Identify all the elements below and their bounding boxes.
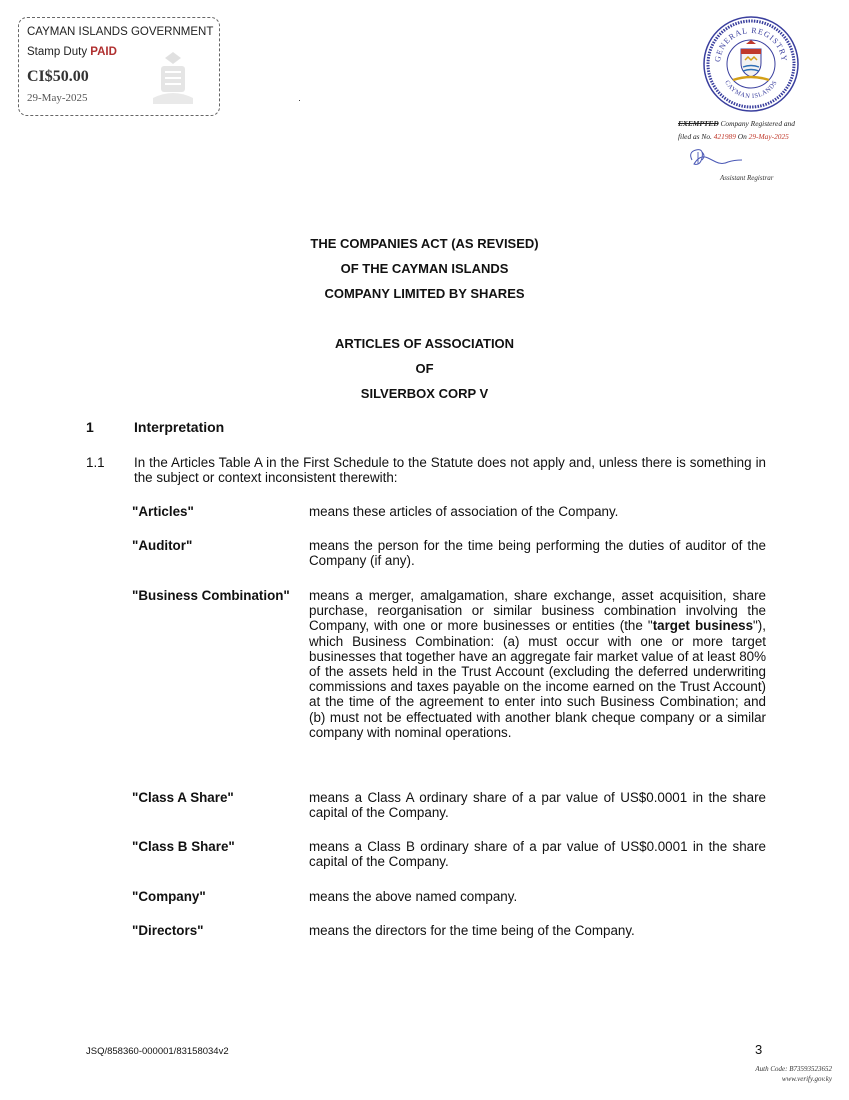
registry-filing-note [678, 117, 828, 143]
seal-text-bottom: CAYMAN ISLANDS [723, 79, 779, 101]
definition-text-business-combination [309, 588, 766, 740]
act-title: THE COMPANIES ACT (AS REVISED) [310, 236, 539, 251]
general-registry-seal-icon [702, 15, 800, 113]
section-number: 1 [86, 419, 94, 435]
company-name-title: SILVERBOX CORP V [360, 386, 489, 401]
speck [299, 100, 300, 101]
seal-text-top: GENERAL REGISTRY [712, 25, 790, 63]
page-number: 3 [755, 1042, 763, 1057]
stamp-paid: PAID [90, 46, 117, 58]
registry-filed-label: filed as No. [678, 132, 714, 141]
definition-term-class-b-share: "Class B Share" [132, 839, 235, 854]
auth-code: Auth Code: B73593523652 [755, 1065, 832, 1073]
of-title: OF [415, 361, 434, 376]
stamp-duty-line [27, 46, 117, 58]
paragraph-text: In the Articles Table A in the First Schedule to the Statute does not apply and, unless there is something in the subject or context inconsistent therewith: [134, 455, 766, 485]
business-combination-text-start: means a merger, amalgamation, share exchange, asset acquisition, share purchase, reorganisation or similar business combination involving the Company, with one or more businesses or entities (the " [309, 588, 766, 634]
definition-text-class-b-share: means a Class B ordinary share of a par value of US$0.0001 in the share capital of the Company. [309, 839, 766, 870]
definition-term-company: "Company" [132, 889, 206, 904]
svg-text:CAYMAN ISLANDS [723, 79, 779, 100]
section-title: Interpretation [134, 419, 225, 435]
definition-term-business-combination: "Business Combination" [132, 588, 290, 603]
definition-text-directors: means the directors for the time being of the Company. [309, 923, 635, 938]
registry-line-1-text: Company Registered and [718, 119, 795, 128]
definition-term-articles: "Articles" [132, 504, 194, 519]
stamp-duty-box [18, 17, 220, 116]
stamp-government: CAYMAN ISLANDS GOVERNMENT [27, 26, 214, 38]
stamp-date: 29-May-2025 [27, 92, 88, 104]
stamp-amount: CI$50.00 [27, 68, 89, 85]
definition-text-articles: means these articles of association of the Company. [309, 504, 619, 519]
document-reference: JSQ/858360-000001/83158034v2 [86, 1046, 229, 1057]
definition-term-directors: "Directors" [132, 923, 204, 938]
definition-text-company: means the above named company. [309, 889, 518, 904]
registry-on-label: On [735, 132, 749, 141]
auth-code-block [700, 1064, 832, 1084]
articles-title: ARTICLES OF ASSOCIATION [334, 336, 515, 351]
definition-term-auditor: "Auditor" [132, 538, 193, 553]
target-business-term: target business [652, 618, 754, 634]
registry-line-2 [678, 130, 828, 143]
registry-line-1 [678, 117, 828, 130]
business-combination-text-end: "), which Business Combination: (a) must occur with one or more target businesses that together have an aggregate fair market value of at least 80% of the assets held in the Trust Account (excluding the deferred underwriting commissions and taxes payable on the income earned on the Trust Account) at the time of the agreement to enter into such Business Combination; and (b) must not be effectuated with another blank cheque company or a similar company with nominal operations. [309, 618, 766, 740]
registry-date: 29-May-2025 [748, 132, 789, 141]
definition-text-auditor: means the person for the time being performing the duties of auditor of the Company (if any). [309, 538, 766, 569]
stamp-duty-label: Stamp Duty [27, 46, 91, 58]
jurisdiction-title: OF THE CAYMAN ISLANDS [340, 261, 509, 276]
coat-of-arms-icon [143, 48, 203, 110]
paragraph-number: 1.1 [86, 455, 105, 470]
verify-url: www.verify.gov.ky [781, 1075, 832, 1083]
company-type-title: COMPANY LIMITED BY SHARES [324, 286, 525, 301]
definition-term-class-a-share: "Class A Share" [132, 790, 234, 805]
registrar-signature [686, 146, 756, 170]
definition-text-class-a-share: means a Class A ordinary share of a par value of US$0.0001 in the share capital of the Company. [309, 790, 766, 821]
registry-number: 421989 [713, 132, 736, 141]
assistant-registrar-label: Assistant Registrar [720, 174, 774, 182]
exempted-label: EXEMPTED [678, 119, 719, 128]
